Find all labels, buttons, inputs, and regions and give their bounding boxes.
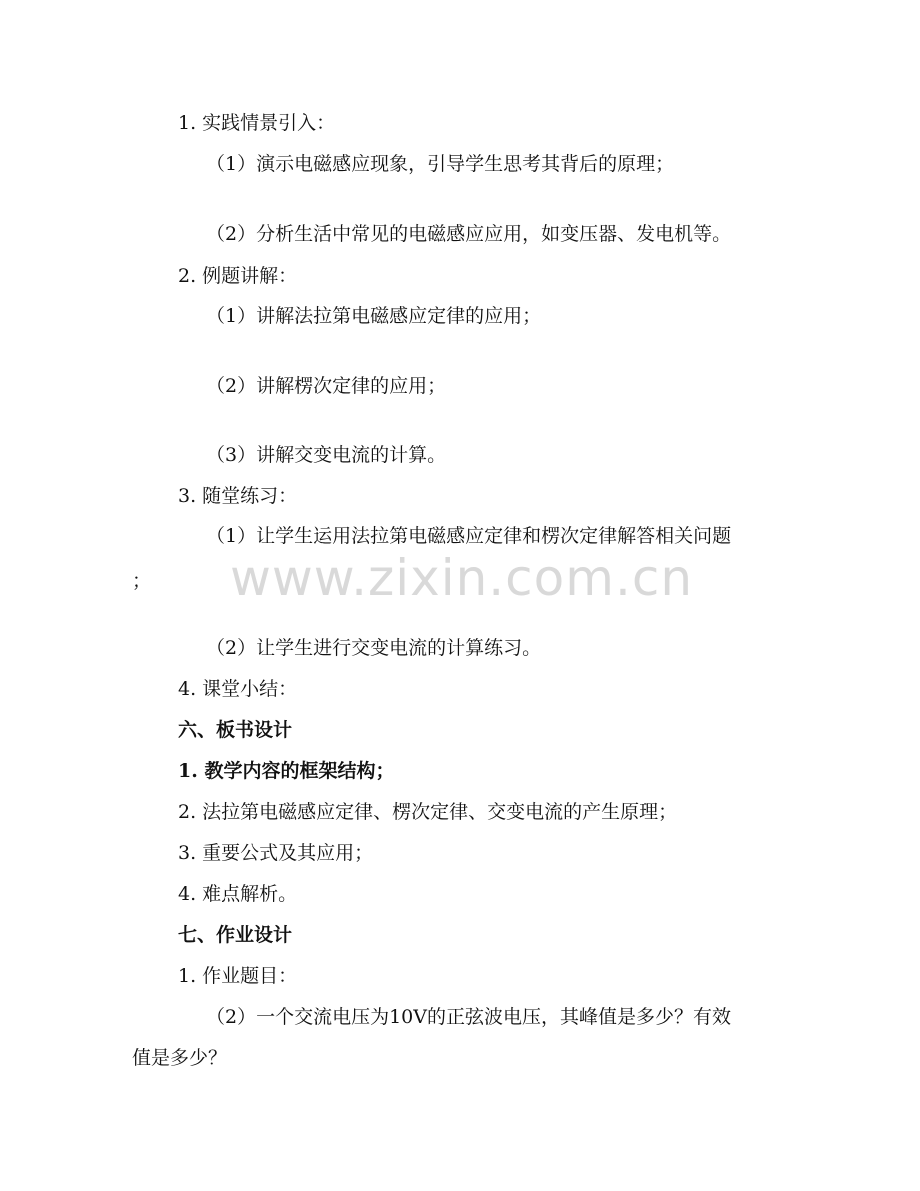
list-item: （1）讲解法拉第电磁感应定律的应用； — [206, 305, 542, 327]
list-item-continuation: ； — [132, 570, 152, 592]
list-item: （2）讲解楞次定律的应用； — [206, 375, 447, 397]
watermark: www.zixin.com.cn — [230, 549, 694, 607]
list-item: （1）让学生运用法拉第电磁感应定律和楞次定律解答相关问题 — [206, 525, 732, 547]
list-item: 2. 法拉第电磁感应定律、楞次定律、交变电流的产生原理； — [178, 801, 678, 823]
list-item-exercises: 3. 随堂练习： — [178, 485, 298, 507]
list-item: 4. 难点解析。 — [178, 883, 298, 905]
list-item: （2）让学生进行交变电流的计算练习。 — [206, 637, 542, 659]
list-item-continuation: 值是多少？ — [132, 1047, 228, 1069]
list-item-bold: 1. 教学内容的框架结构； — [178, 760, 395, 782]
list-item: （2）一个交流电压为10V的正弦波电压，其峰值是多少？有效 — [206, 1006, 731, 1028]
section-heading-board-design: 六、板书设计 — [178, 719, 293, 741]
list-item-summary: 4. 课堂小结： — [178, 678, 298, 700]
list-item-examples: 2. 例题讲解： — [178, 265, 298, 287]
list-item: （3）讲解交变电流的计算。 — [206, 444, 447, 466]
list-item: （2）分析生活中常见的电磁感应应用，如变压器、发电机等。 — [206, 223, 732, 245]
list-item-practice-intro: 1. 实践情景引入： — [178, 112, 336, 134]
list-item: 3. 重要公式及其应用； — [178, 842, 374, 864]
section-heading-homework-design: 七、作业设计 — [178, 924, 293, 946]
list-item-homework: 1. 作业题目： — [178, 965, 298, 987]
list-item: （1）演示电磁感应现象，引导学生思考其背后的原理； — [206, 153, 675, 175]
